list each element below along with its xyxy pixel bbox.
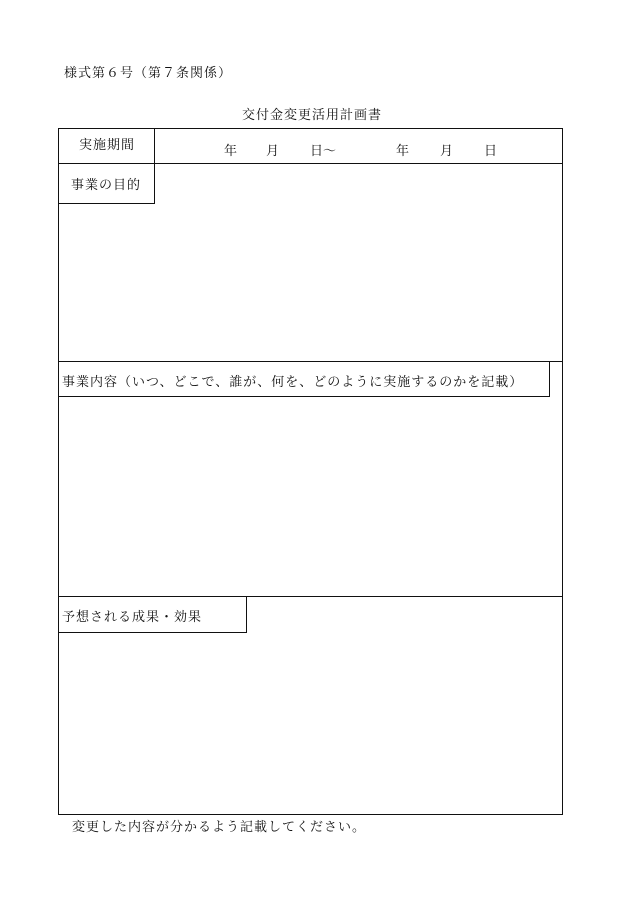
content-entry-area[interactable] — [62, 400, 558, 593]
start-month-label: 月 — [266, 144, 280, 159]
purpose-entry-area[interactable] — [62, 206, 558, 358]
effects-label: 予想される成果・効果 — [62, 610, 203, 625]
purpose-label: 事業の目的 — [71, 178, 142, 193]
period-label-cell — [58, 128, 155, 164]
period-label: 実施期間 — [79, 138, 136, 153]
purpose-label-box — [58, 163, 155, 204]
end-day-label: 日 — [484, 144, 498, 159]
document-title: 交付金変更活用計画書 — [242, 108, 383, 123]
end-month-label: 月 — [440, 144, 454, 159]
start-year-label: 年 — [224, 144, 238, 159]
start-day-label: 日～ — [310, 144, 337, 159]
content-label: 事業内容（いつ、どこで、誰が、何を、どのように実施するのかを記載） — [62, 375, 524, 390]
effects-label-box — [58, 596, 247, 633]
effects-entry-area[interactable] — [62, 636, 558, 812]
footer-note: 変更した内容が分かるよう記載してください。 — [72, 820, 367, 835]
content-label-box — [58, 361, 550, 397]
end-year-label: 年 — [396, 144, 410, 159]
form-number: 様式第６号（第７条関係） — [64, 66, 233, 81]
